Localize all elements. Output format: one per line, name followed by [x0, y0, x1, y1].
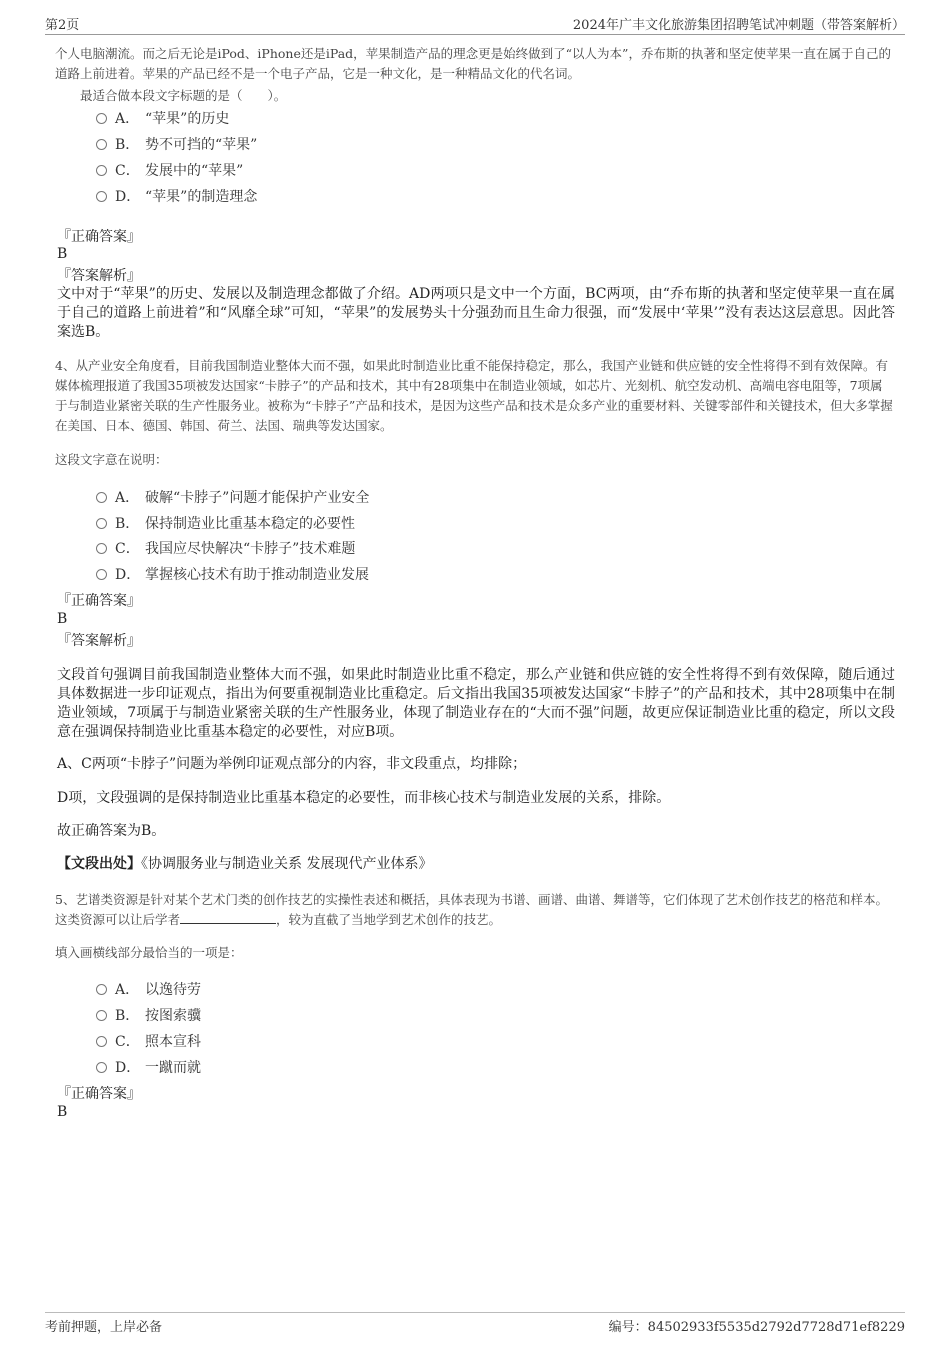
- q3-answer-label: 『正确答案』: [57, 229, 141, 245]
- q3-option-a[interactable]: A． “苹果”的历史: [96, 108, 229, 128]
- q4-option-d[interactable]: D． 掌握核心技术有助于推动制造业发展: [96, 564, 369, 584]
- radio-icon[interactable]: [96, 191, 107, 202]
- page-number: 第2页: [45, 18, 80, 33]
- q4-option-c[interactable]: C． 我国应尽快解决“卡脖子”技术难题: [96, 538, 355, 558]
- page-header: [45, 14, 905, 35]
- radio-icon[interactable]: [96, 984, 107, 995]
- q4-option-a[interactable]: A． 破解“卡脖子”问题才能保护产业安全: [96, 487, 369, 507]
- document-title: 2024年广丰文化旅游集团招聘笔试冲刺题（带答案解析）: [572, 18, 905, 33]
- q3-question: 最适合做本段文字标题的是（ ）。: [80, 88, 287, 103]
- radio-icon[interactable]: [96, 113, 107, 124]
- q4-analysis-p2: A、C两项“卡脖子”问题为举例印证观点部分的内容，非文段重点，均排除；: [57, 756, 527, 772]
- q5-question: 填入画横线部分最恰当的一项是：: [55, 945, 243, 960]
- page-footer: [45, 1312, 905, 1337]
- q4-passage: 4、从产业安全角度看，目前我国制造业整体大而不强，如果此时制造业比重不能保持稳定，那么，我国产业链和供应链的安全性将得不到有效保障。有媒体梳理报道了我国35项被发达国家“卡脖子”的产品和技术，其中有28项集中在制造业领域，如芯片、光刻机、航空发动机、高端电容电阻等，7项属于与制造业紧密关联的生产性服务业。被称为“卡脖子”产品和技术，是因为这些产品和技术是众多产业的重要材料、关键零部件和关键技术，但大多掌握在美国、日本、德国、韩国、荷兰、法国、瑞典等发达国家。: [55, 358, 893, 433]
- radio-icon[interactable]: [96, 1036, 107, 1047]
- q4-analysis-p3: D项，文段强调的是保持制造业比重基本稳定的必要性，而非核心技术与制造业发展的关系，排除。: [57, 790, 671, 806]
- q3-option-c[interactable]: C． 发展中的“苹果”: [96, 160, 243, 180]
- q5-option-b[interactable]: B． 按图索骥: [96, 1005, 201, 1025]
- footer-slogan: 考前押题，上岸必备: [45, 1320, 163, 1335]
- q5-passage: 5、艺谱类资源是针对某个艺术门类的创作技艺的实操性表述和概括，具体表现为书谱、画谱、曲谱、舞谱等，它们体现了艺术创作技艺的格范和样本。这类资源可以让后学者 ，较为直截了当地学到艺术创作的技艺。: [55, 892, 888, 927]
- q5-option-c[interactable]: C． 照本宣科: [96, 1031, 201, 1051]
- radio-icon[interactable]: [96, 165, 107, 176]
- q4-question: 这段文字意在说明：: [55, 452, 168, 467]
- radio-icon[interactable]: [96, 569, 107, 580]
- q3-passage: 个人电脑潮流。而之后无论是iPod、iPhone还是iPad，苹果制造产品的理念更是始终做到了“以人为本”，乔布斯的执著和坚定使苹果一直在属于自己的道路上前进着。苹果的产品已经不是一个电子产品，它是一种文化，是一种精品文化的代名词。: [55, 46, 891, 81]
- q5-answer-label: 『正确答案』: [57, 1086, 141, 1102]
- q3-answer: B: [57, 246, 68, 262]
- q4-analysis-p4: 故正确答案为B。: [57, 823, 166, 839]
- fill-blank: [180, 911, 276, 924]
- q4-option-b[interactable]: B． 保持制造业比重基本稳定的必要性: [96, 513, 355, 533]
- q4-analysis-label: 『答案解析』: [57, 633, 141, 649]
- q4-source: [57, 855, 895, 874]
- radio-icon[interactable]: [96, 492, 107, 503]
- q5-option-a[interactable]: A． 以逸待劳: [96, 979, 201, 999]
- q5-answer: B: [57, 1104, 68, 1120]
- q4-answer: B: [57, 611, 68, 627]
- q3-option-b[interactable]: B． 势不可挡的“苹果”: [96, 134, 257, 154]
- radio-icon[interactable]: [96, 518, 107, 529]
- document-id: 编号：84502933f5535d2792d7728d71ef8229: [608, 1320, 905, 1335]
- radio-icon[interactable]: [96, 1062, 107, 1073]
- radio-icon[interactable]: [96, 1010, 107, 1021]
- q4-analysis-p1: 文段首句强调目前我国制造业整体大而不强，如果此时制造业比重不稳定，那么产业链和供应链的安全性将得不到有效保障，随后通过具体数据进一步印证观点，指出为何要重视制造业比重稳定。后文指出我国35项被发达国家“卡脖子”的产品和技术，其中28项集中在制造业领域，7项属于与制造业紧密关联的生产性服务业，体现了制造业存在的“大而不强”问题，故更应保证制造业比重的稳定，所以文段意在强调保持制造业比重基本稳定的必要性，对应B项。: [57, 667, 895, 740]
- radio-icon[interactable]: [96, 139, 107, 150]
- source-text: 《协调服务业与制造业关系 发展现代产业体系》: [141, 856, 433, 872]
- q5-option-d[interactable]: D． 一蹴而就: [96, 1057, 201, 1077]
- q3-analysis: 文中对于“苹果”的历史、发展以及制造理念都做了介绍。AD两项只是文中一个方面，BC两项，由“乔布斯的执著和坚定使苹果一直在属于自己的道路上前进着”和“风靡全球”可知，“苹果”的发展势头十分强劲而且生命力很强，而“发展中‘苹果’”没有表达这层意思。因此答案选B。: [57, 286, 895, 340]
- radio-icon[interactable]: [96, 543, 107, 554]
- source-label: 【文段出处】: [57, 856, 141, 872]
- q4-answer-label: 『正确答案』: [57, 593, 141, 609]
- q3-analysis-label: 『答案解析』: [57, 268, 141, 284]
- q3-option-d[interactable]: D． “苹果”的制造理念: [96, 186, 257, 206]
